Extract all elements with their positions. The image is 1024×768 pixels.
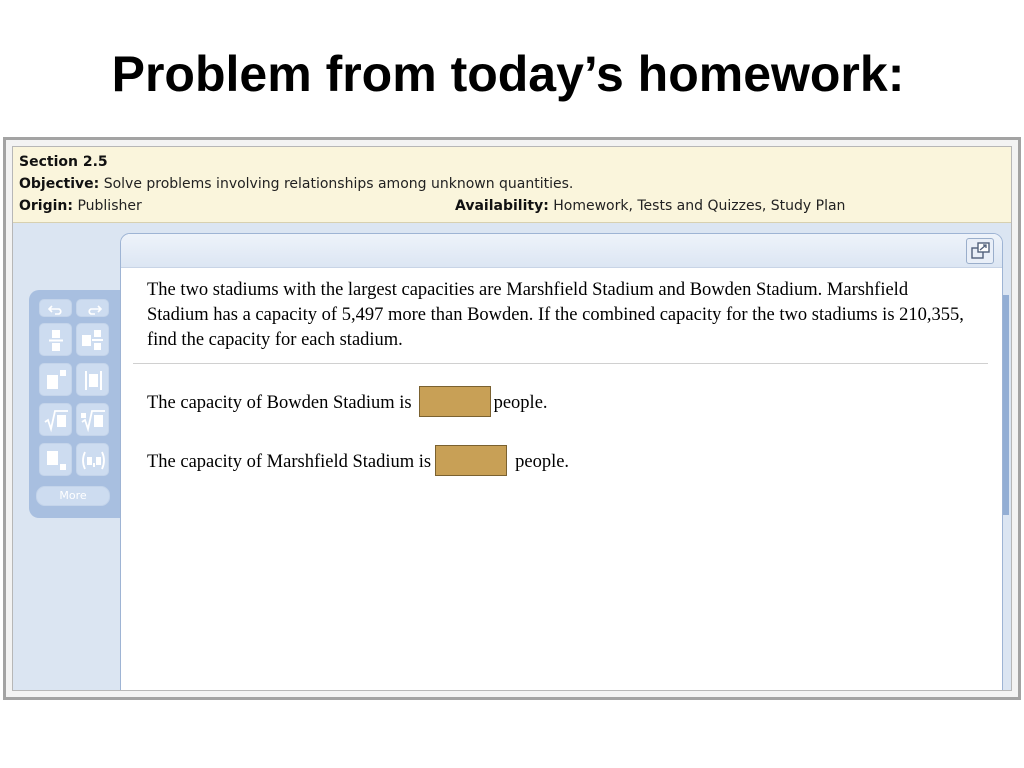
- question-panel-header: [121, 234, 1002, 268]
- ordered-pair-icon: [77, 444, 110, 477]
- exponent-button[interactable]: [39, 363, 72, 396]
- answer-2-prefix: The capacity of Marshfield Stadium is: [147, 451, 432, 472]
- origin-label: Origin:: [19, 198, 73, 214]
- answer-1-suffix: people.: [493, 392, 548, 413]
- section-label: Section 2.5: [19, 154, 108, 170]
- availability-text: Homework, Tests and Quizzes, Study Plan: [553, 198, 846, 214]
- origin-text: Publisher: [77, 198, 142, 214]
- mixed-number-button[interactable]: [76, 323, 109, 356]
- question-text: The two stadiums with the largest capacities are Marshfield Stadium and Bowden Stadium. Marshfield Stadium has a capacity of 5,497 more than Bowden. If the combined capacity for the two stadiums is 210,355, find the capacity for each stadium.: [147, 280, 964, 350]
- absolute-value-icon: [77, 364, 110, 397]
- square-root-button[interactable]: [39, 403, 72, 436]
- expand-window-button[interactable]: [966, 238, 994, 264]
- fraction-button[interactable]: [39, 323, 72, 356]
- mixed-number-icon: [77, 324, 110, 357]
- math-palette: [29, 290, 120, 518]
- more-button[interactable]: More: [36, 486, 110, 506]
- exponent-icon: [40, 364, 73, 397]
- objective-text: Solve problems involving relationships among unknown quantities.: [103, 176, 574, 192]
- absolute-value-button[interactable]: [76, 363, 109, 396]
- scrollbar-track[interactable]: [1003, 295, 1009, 515]
- redo-button[interactable]: [76, 299, 109, 317]
- subscript-icon: [40, 444, 73, 477]
- nth-root-button[interactable]: [76, 403, 109, 436]
- undo-button[interactable]: [39, 299, 72, 317]
- square-root-icon: [40, 404, 73, 437]
- undo-icon: [40, 300, 73, 318]
- screenshot-frame: [3, 137, 1021, 700]
- availability-label: Availability:: [455, 198, 549, 214]
- answer-2-suffix: people.: [515, 451, 570, 472]
- subscript-button[interactable]: [39, 443, 72, 476]
- ordered-pair-button[interactable]: [76, 443, 109, 476]
- answer-row-bowden: [147, 388, 548, 419]
- redo-icon: [77, 300, 110, 318]
- question-info-header: [13, 147, 1011, 223]
- marshfield-capacity-input[interactable]: [435, 445, 507, 476]
- slide-title: Problem from today’s homework:: [111, 46, 905, 102]
- bowden-capacity-input[interactable]: [419, 386, 491, 417]
- question-divider: [133, 363, 988, 364]
- objective-label: Objective:: [19, 176, 100, 192]
- question-panel: [120, 233, 1003, 691]
- nth-root-icon: [77, 404, 110, 437]
- homework-player: [12, 146, 1012, 691]
- expand-window-icon: [971, 242, 991, 260]
- answer-1-prefix: The capacity of Bowden Stadium is: [147, 392, 412, 413]
- fraction-icon: [40, 324, 73, 357]
- answer-row-marshfield: [147, 447, 569, 478]
